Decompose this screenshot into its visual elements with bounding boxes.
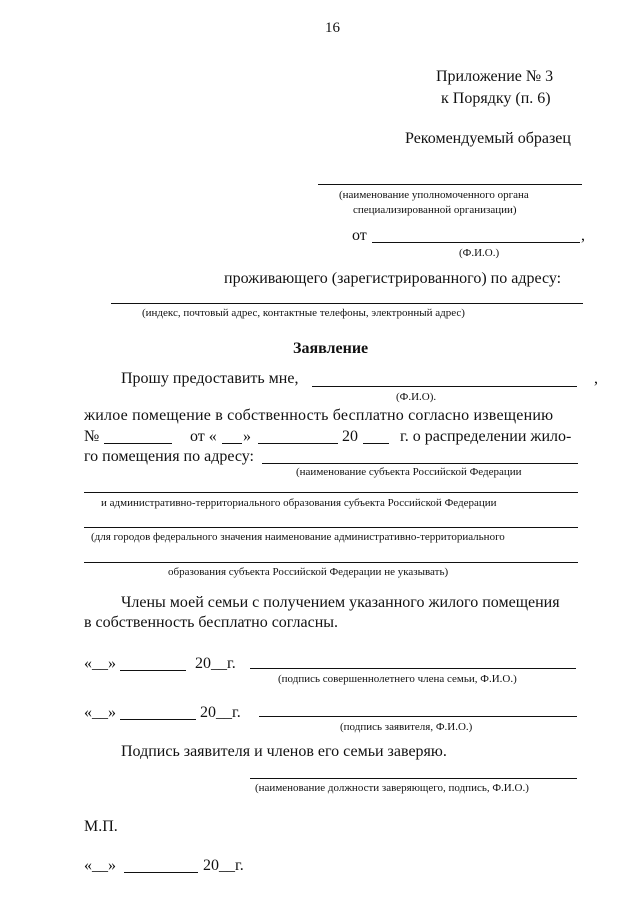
applicant-date-year: 20__г. bbox=[200, 704, 241, 721]
fio-caption: (Ф.И.О.) bbox=[459, 247, 500, 259]
authority-line bbox=[318, 184, 582, 185]
federal-caption-2: образования субъекта Российской Федерации не указывать) bbox=[168, 566, 449, 578]
adult-date-day: «__» bbox=[84, 655, 116, 672]
notice-year-line bbox=[363, 443, 389, 444]
certify-text: Подпись заявителя и членов его семьи заверяю. bbox=[121, 743, 447, 760]
subject-line bbox=[262, 463, 578, 464]
applicant-signature-caption: (подпись заявителя, Ф.И.О.) bbox=[340, 721, 473, 733]
applicant-date-month-line bbox=[120, 719, 196, 720]
subject-caption: (наименование субъекта Российской Федерации bbox=[296, 466, 522, 478]
request-label: Прошу предоставить мне, bbox=[121, 370, 299, 387]
address-line bbox=[111, 303, 583, 304]
address-caption: (индекс, почтовый адрес, контактные телефоны, электронный адрес) bbox=[142, 307, 465, 319]
certifier-caption: (наименование должности заверяющего, подпись, Ф.И.О.) bbox=[255, 782, 529, 794]
request-body-line-3: го помещения по адресу: bbox=[84, 448, 254, 465]
notice-quote-close: » bbox=[243, 428, 251, 445]
certifier-line bbox=[250, 778, 577, 779]
notice-month-line bbox=[258, 443, 338, 444]
federal-line-2 bbox=[84, 562, 578, 563]
adult-date-month-line bbox=[120, 670, 186, 671]
applicant-date-day: «__» bbox=[84, 704, 116, 721]
notice-day-line bbox=[222, 443, 242, 444]
notice-number-line bbox=[104, 443, 172, 444]
applicant-signature-line bbox=[259, 716, 577, 717]
admin-caption: и административно-территориального образования субъекта Российской Федерации bbox=[101, 497, 497, 509]
family-consent-line-2: в собственность бесплатно согласны. bbox=[84, 614, 339, 631]
final-date-month-line bbox=[124, 872, 198, 873]
request-comma: , bbox=[594, 370, 598, 387]
final-date-day: «__» bbox=[84, 857, 116, 874]
sample-label: Рекомендуемый образец bbox=[405, 130, 571, 147]
appendix-label: Приложение № 3 bbox=[436, 68, 554, 85]
authority-caption-2: специализированной организации) bbox=[353, 204, 517, 216]
request-body-line-1: жилое помещение в собственность бесплатно согласно извещению bbox=[84, 407, 554, 424]
federal-caption-1: (для городов федерального значения наименование административно-территориального bbox=[91, 531, 505, 543]
request-fio-caption: (Ф.И.О). bbox=[396, 391, 437, 403]
family-consent-line-1: Члены моей семьи с получением указанного жилого помещения bbox=[121, 594, 560, 611]
notice-from-label: от « bbox=[190, 428, 217, 445]
from-comma: , bbox=[581, 227, 585, 244]
adult-signature-caption: (подпись совершеннолетнего члена семьи, Ф.И.О.) bbox=[278, 673, 517, 685]
adult-date-year: 20__г. bbox=[195, 655, 236, 672]
order-reference: к Порядку (п. 6) bbox=[441, 90, 551, 107]
page-number: 16 bbox=[325, 20, 340, 36]
request-fio-line bbox=[312, 386, 577, 387]
authority-caption: (наименование уполномоченного органа bbox=[339, 189, 529, 201]
notice-year-prefix: 20 bbox=[342, 428, 358, 445]
notice-number-sign: № bbox=[84, 428, 100, 445]
admin-line bbox=[84, 492, 578, 493]
notice-rest: г. о распределении жило- bbox=[400, 428, 572, 445]
from-fio-line bbox=[372, 242, 580, 243]
final-date-year: 20__г. bbox=[203, 857, 244, 874]
federal-line-1 bbox=[84, 527, 578, 528]
from-label: от bbox=[352, 227, 367, 244]
adult-signature-line bbox=[250, 668, 576, 669]
stamp-label: М.П. bbox=[84, 818, 118, 835]
document-title: Заявление bbox=[293, 340, 369, 357]
residing-label: проживающего (зарегистрированного) по адресу: bbox=[224, 270, 562, 287]
